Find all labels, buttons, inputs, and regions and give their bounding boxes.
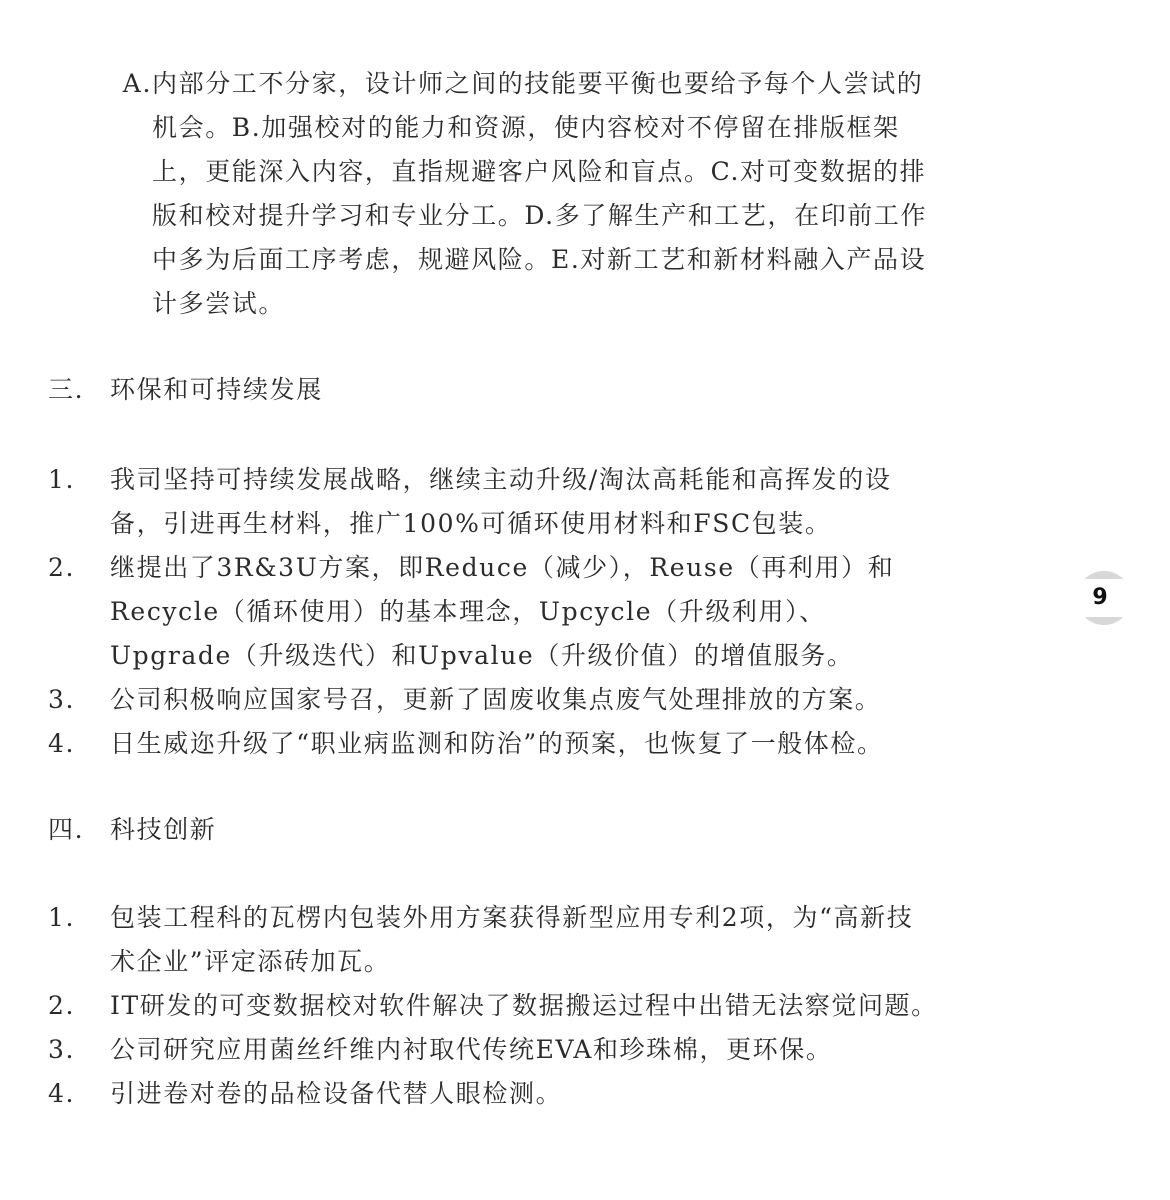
intro-text: 内部分工不分家，设计师之间的技能要平衡也要给予每个人尝试的机会。B.加强校对的能力和资源，使内容校对不停留在排版框架上，更能深入内容，直指规避客户风险和盲点。C.对可变数据的排版和校对提升学习和专业分工。D.多了解生产和工艺，在印前工作中多为后面工序考虑，规避风险。E.对新工艺和新材料融入产品设计多尝试。 [152,69,928,318]
section-heading [48,368,938,412]
list-text: 公司研究应用菌丝纤维内衬取代传统EVA和珍珠棉，更环保。 [110,1035,833,1064]
list-text: 继提出了3R&3U方案，即Reduce（减少），Reuse（再利用）和Recycle（循环使用）的基本理念，Upcycle（升级利用）、Upgrade（升级迭代）和Upvalue（升级价值）的增值服务。 [110,553,895,670]
list-number: 1. [48,903,76,932]
list-text: IT研发的可变数据校对软件解决了数据搬运过程中出错无法察觉问题。 [110,991,938,1020]
page-number: 9 [1092,585,1108,610]
intro-marker: A. [122,69,152,98]
list-text: 日生威迩升级了“职业病监测和防治”的预案，也恢复了一般体检。 [110,729,884,758]
page-tab-bottom-cap [1077,617,1131,625]
list-item [48,1028,938,1072]
list-number: 2. [48,553,76,582]
list-number: 3. [48,1035,76,1064]
list-item [48,984,938,1028]
section-title: 科技创新 [110,815,217,844]
section-environment [48,368,938,412]
list-item [48,896,938,984]
list-text: 包装工程科的瓦楞内包装外用方案获得新型应用专利2项，为“高新技术企业”评定添砖加瓦。 [110,903,914,976]
section-heading [48,808,938,852]
list-item [48,458,938,546]
section-marker: 三. [48,375,85,404]
section-marker: 四. [48,815,85,844]
list-number: 2. [48,991,76,1020]
innovation-list [48,896,938,1116]
section-innovation [48,808,938,852]
environment-list [48,458,938,766]
list-item [48,722,938,766]
list-number: 4. [48,729,76,758]
list-text: 引进卷对卷的品检设备代替人眼检测。 [110,1079,563,1108]
section-title: 环保和可持续发展 [110,375,323,404]
list-text: 我司坚持可持续发展战略，继续主动升级/淘汰高耗能和高挥发的设备，引进再生材料，推广100%可循环使用材料和FSC包装。 [110,465,892,538]
page-tab-top-cap [1077,571,1131,579]
list-item [48,1072,938,1116]
list-number: 1. [48,465,76,494]
page-number-tab [1077,571,1131,625]
list-item [48,546,938,678]
list-text: 公司积极响应国家号召，更新了固废收集点废气处理排放的方案。 [110,685,882,714]
list-number: 4. [48,1079,76,1108]
list-item [48,678,938,722]
list-number: 3. [48,685,76,714]
intro-paragraph [48,62,938,326]
